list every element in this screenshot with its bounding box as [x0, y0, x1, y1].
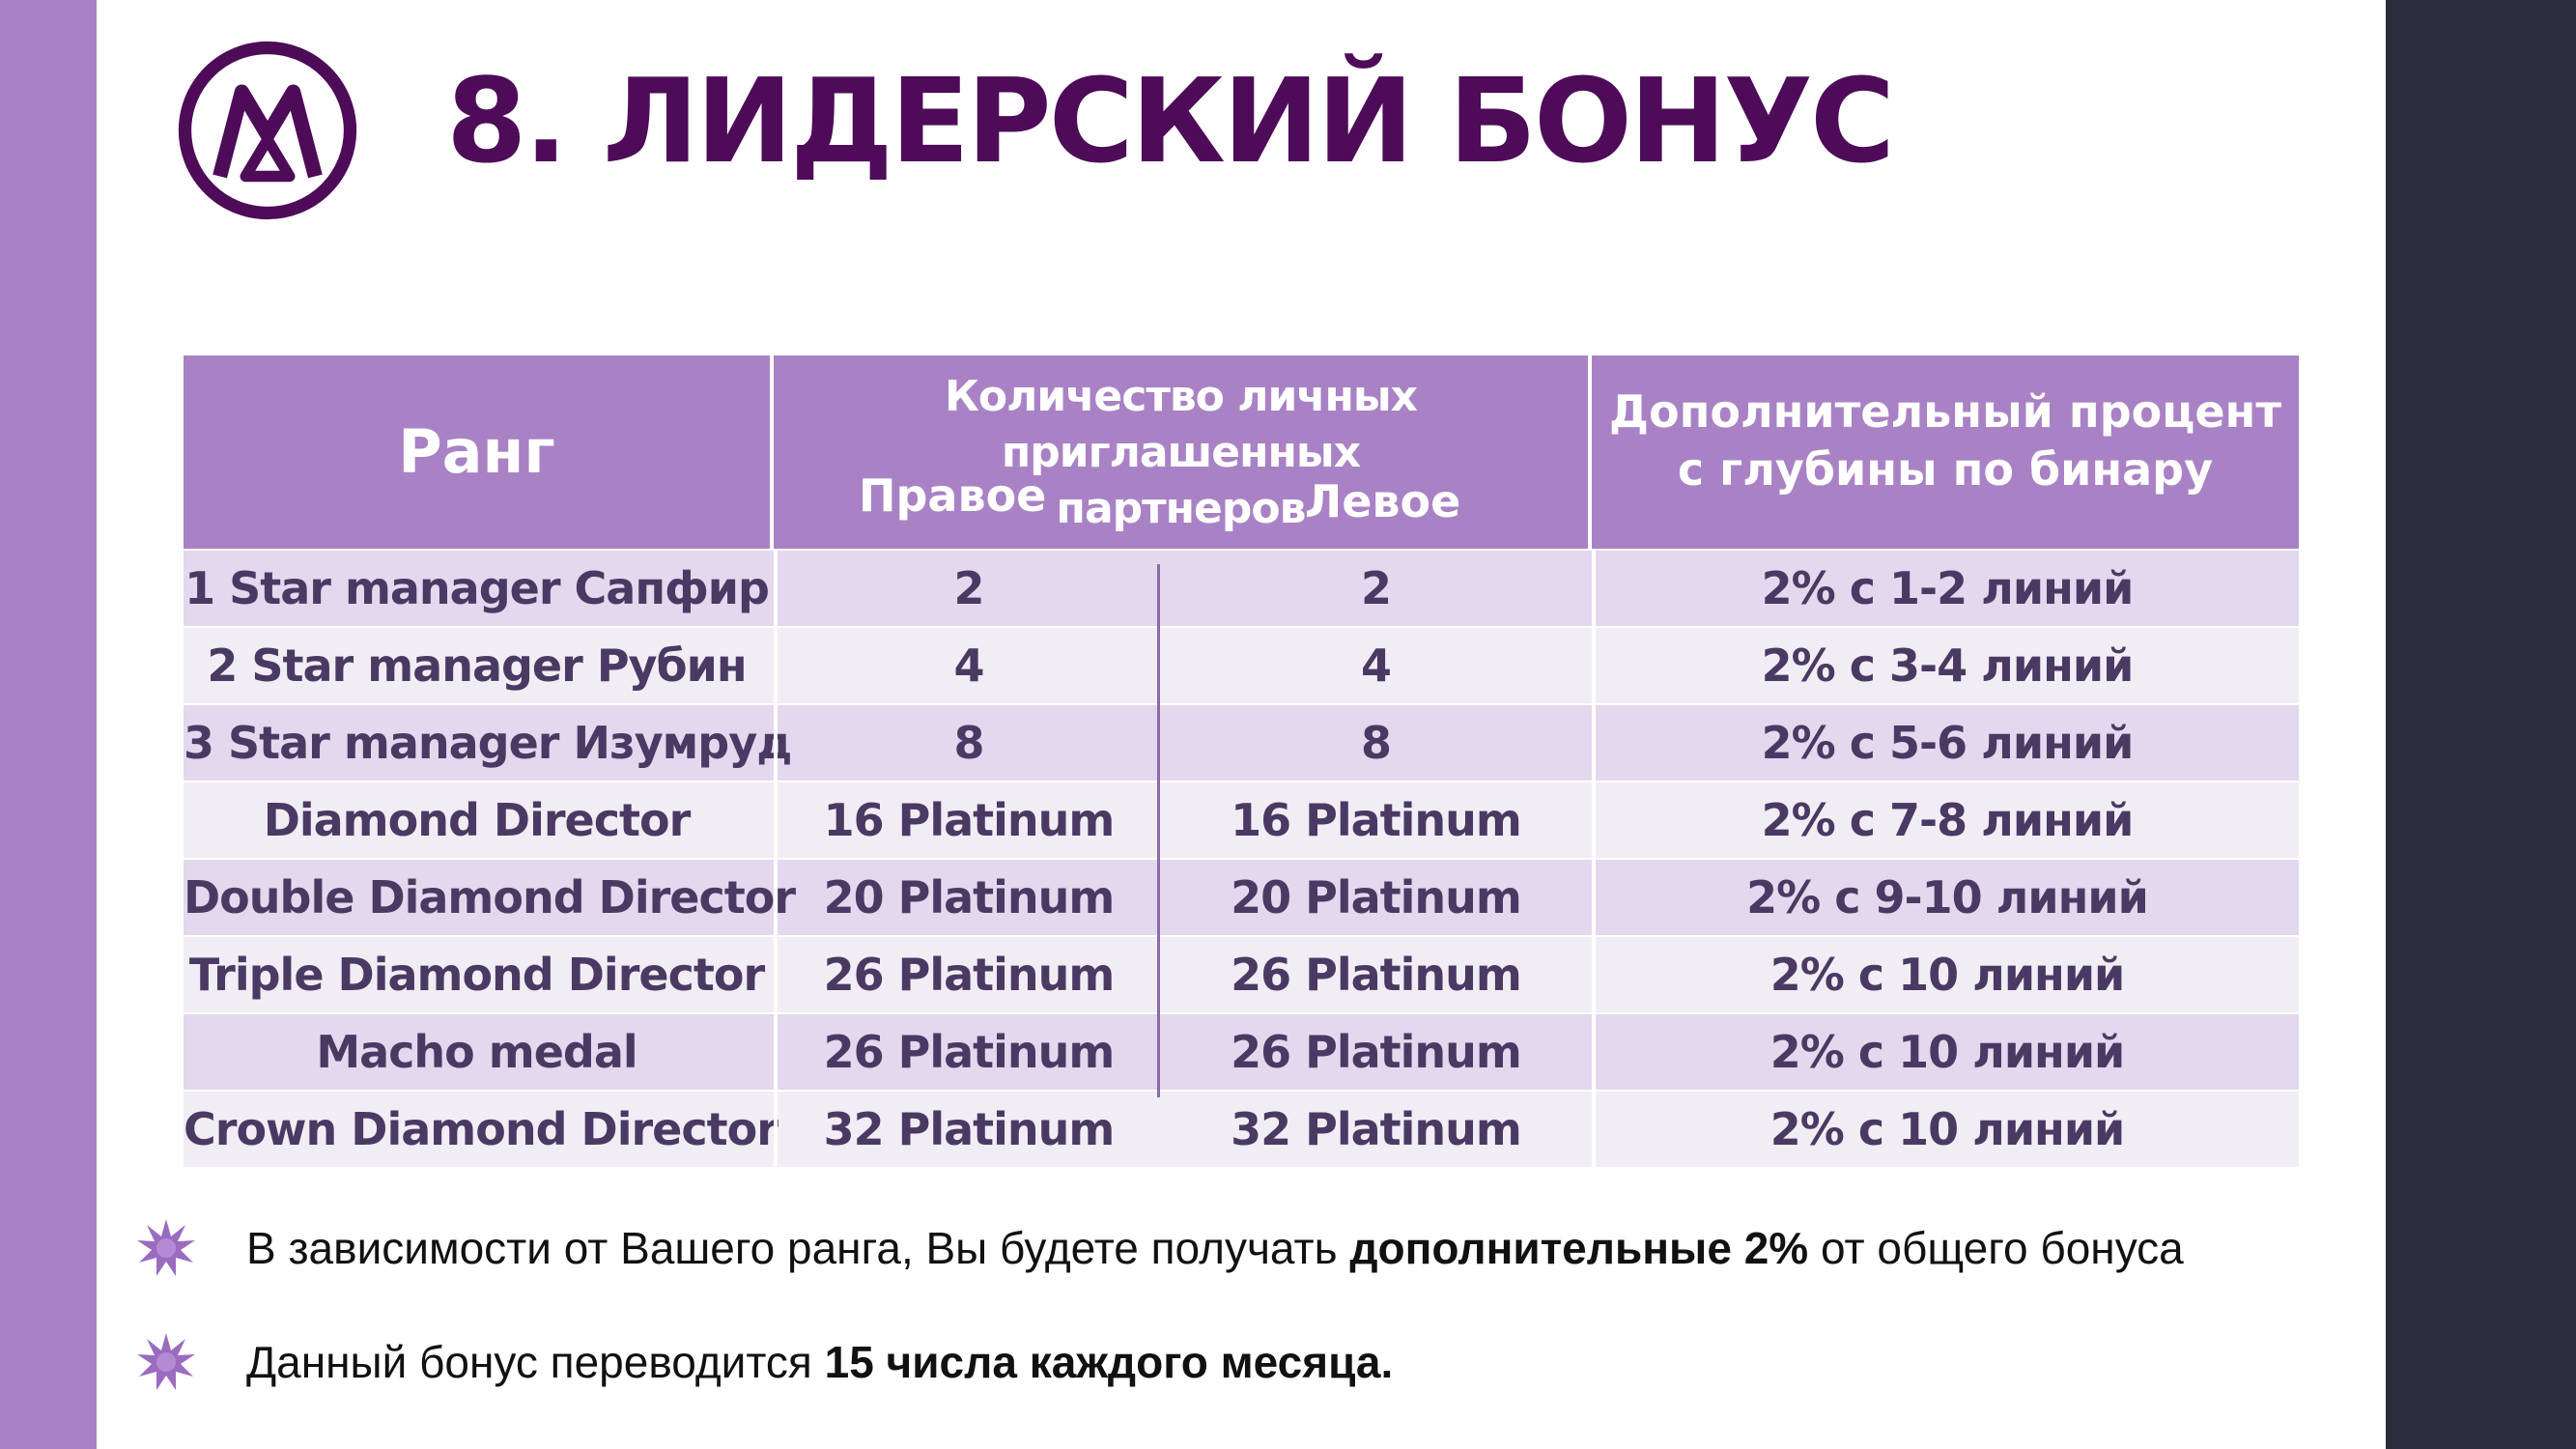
right-count-cell: 16 Platinum: [774, 782, 1160, 858]
extra-percent-cell: 2% с 1-2 линий: [1592, 551, 2299, 626]
bullet-text: В зависимости от Вашего ранга, Вы будете получать дополнительные 2% от общего бонуса: [246, 1223, 2184, 1273]
star-burst-icon: [135, 1331, 197, 1393]
left-accent-band: [0, 0, 97, 1449]
table-row: [184, 626, 2299, 703]
header-extra-percent: [1592, 355, 2299, 549]
rank-cell: Crown Diamond Director: [184, 1103, 778, 1155]
left-count-cell: 2: [1360, 562, 1391, 614]
rank-cell: 3 Star manager Изумруд: [184, 717, 792, 769]
header-extra-line1: Дополнительный процент: [1609, 385, 2281, 438]
rank-cell: 1 Star manager Сапфир: [184, 562, 769, 614]
right-count-cell: 2: [774, 551, 1160, 626]
table-row: [184, 781, 2299, 858]
table-row: [184, 1090, 2299, 1167]
bullet-text: Данный бонус переводится 15 числа каждого месяца.: [246, 1337, 1394, 1387]
extra-percent-cell: 2% с 9-10 линий: [1592, 860, 2299, 935]
header-rank: Ранг: [398, 416, 555, 487]
header-extra-line2: с глубины по бинару: [1677, 443, 2214, 496]
header-left: Левое: [1305, 475, 1461, 527]
left-count-cell: 8: [1360, 717, 1391, 769]
extra-percent-cell: 2% с 10 линий: [1592, 1092, 2299, 1167]
table-row: [184, 703, 2299, 781]
table-header: [184, 355, 2299, 549]
extra-percent-cell: 2% с 10 линий: [1592, 937, 2299, 1012]
leader-bonus-table: [184, 355, 2299, 1167]
table-row: [184, 935, 2299, 1012]
left-count-cell: 26 Platinum: [1231, 949, 1521, 1001]
right-count-cell: 20 Platinum: [774, 860, 1160, 935]
right-dark-panel: [2386, 0, 2576, 1449]
extra-percent-cell: 2% с 10 линий: [1592, 1014, 2299, 1090]
right-left-divider: [1157, 564, 1160, 1097]
star-burst-icon: [135, 1217, 197, 1279]
header-count-line1: Количество личных приглашенных: [944, 372, 1418, 477]
left-count-cell: 32 Platinum: [1231, 1103, 1521, 1155]
right-count-cell: 32 Platinum: [774, 1092, 1160, 1167]
table-row: [184, 1012, 2299, 1090]
rank-cell: Macho medal: [316, 1026, 637, 1078]
left-count-cell: 4: [1360, 639, 1391, 692]
left-count-cell: 16 Platinum: [1231, 794, 1521, 846]
extra-percent-cell: 2% с 7-8 линий: [1592, 782, 2299, 858]
right-count-cell: 4: [774, 628, 1160, 703]
left-count-cell: 26 Platinum: [1231, 1026, 1521, 1078]
table-row: [184, 858, 2299, 935]
header-count-line2: партнеров: [1056, 484, 1306, 533]
rank-cell: Triple Diamond Director: [188, 949, 765, 1001]
extra-percent-cell: 2% с 5-6 линий: [1592, 705, 2299, 781]
right-count-cell: 8: [774, 705, 1160, 781]
right-count-cell: 26 Platinum: [774, 1014, 1160, 1090]
right-count-cell: 26 Platinum: [774, 937, 1160, 1012]
table-row: [184, 549, 2299, 626]
header-right: Правое: [859, 469, 1047, 522]
rank-cell: Diamond Director: [263, 794, 691, 846]
left-count-cell: 20 Platinum: [1231, 871, 1521, 923]
header-invited-partners: [770, 355, 1592, 549]
extra-percent-cell: 2% с 3-4 линий: [1592, 628, 2299, 703]
page-title: 8. ЛИДЕРСКИЙ БОНУС: [446, 55, 1893, 189]
rank-cell: Double Diamond Director: [184, 871, 796, 923]
rank-cell: 2 Star manager Рубин: [207, 639, 747, 692]
brand-logo-icon: [176, 39, 359, 222]
